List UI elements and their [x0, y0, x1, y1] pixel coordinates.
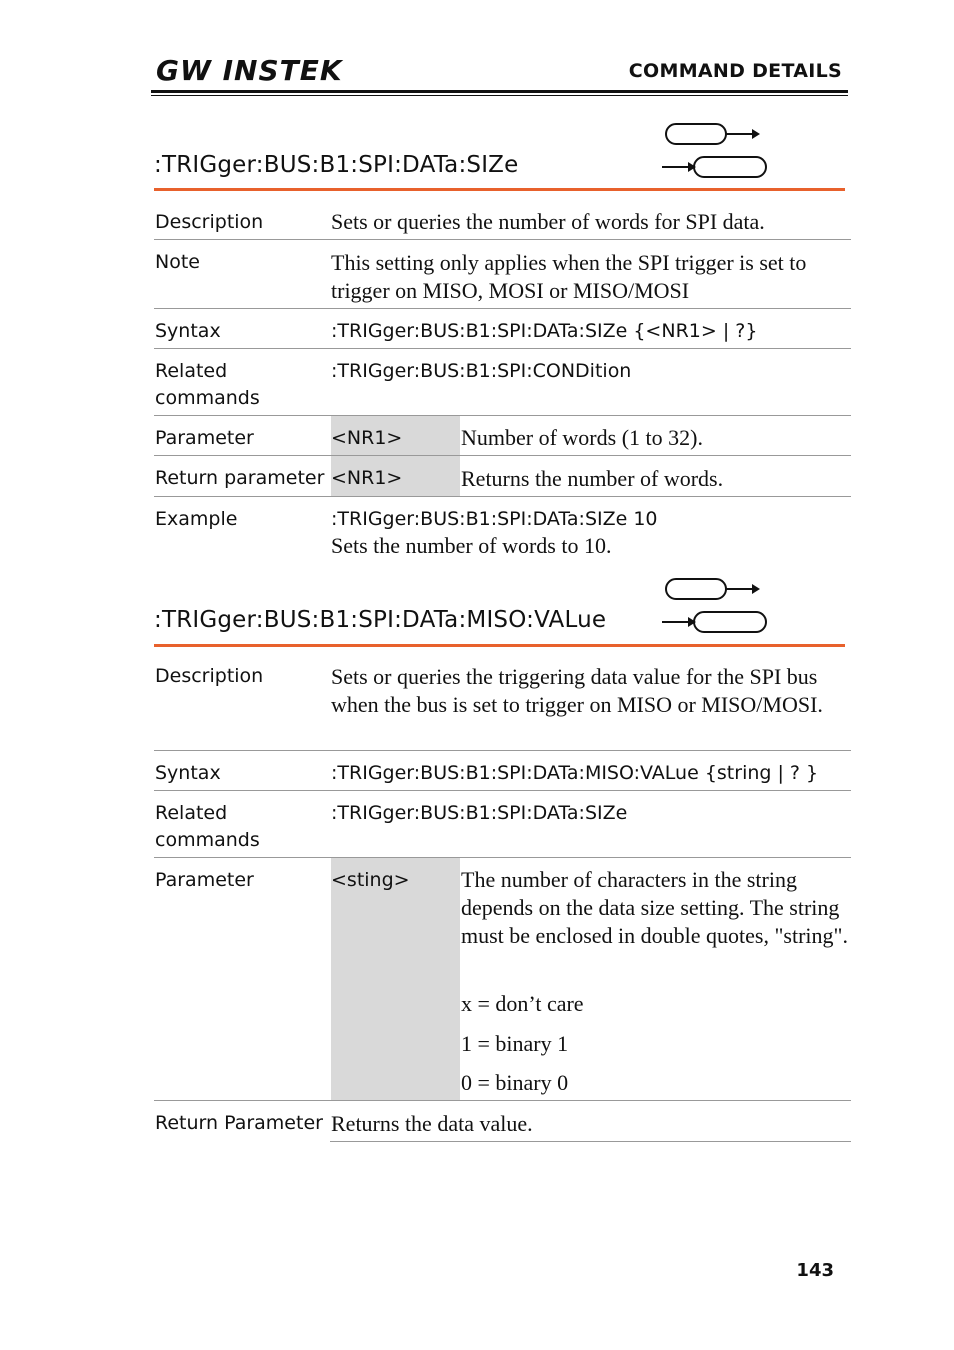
parameter-name: <NR1> [331, 427, 403, 449]
return-parameter-desc: Returns the number of words. [461, 466, 724, 491]
description-label: Description [155, 665, 264, 687]
description-text: Sets or queries the number of words for SPI data. [331, 209, 765, 234]
syntax-text: :TRIGger:BUS:B1:SPI:DATa:MISO:VALue {string | ? } [331, 762, 819, 784]
return-parameter-desc: Returns the data value. [331, 1111, 533, 1136]
return-parameter-name: <NR1> [331, 467, 403, 489]
related-commands: :TRIGger:BUS:B1:SPI:DATa:SIZe [331, 802, 628, 824]
row-divider [154, 239, 851, 240]
related-label-line1: Related [155, 802, 228, 824]
section-title: :TRIGger:BUS:B1:SPI:DATa:SIZe [154, 152, 519, 178]
row-divider [154, 857, 851, 858]
example-desc: Sets the number of words to 10. [331, 533, 612, 558]
row-divider [330, 1141, 851, 1142]
note-text: This setting only applies when the SPI trigger is set to trigger on MISO, MOSI or MISO/MOSI [331, 250, 807, 303]
note-label: Note [155, 251, 200, 273]
page-number: 143 [796, 1260, 834, 1281]
row-divider [154, 1100, 851, 1101]
row-divider [154, 496, 851, 497]
syntax-text: :TRIGger:BUS:B1:SPI:DATa:SIZe {<NR1> | ?} [331, 320, 758, 342]
gw-instek-logo: GW INSTEK [156, 54, 343, 87]
related-commands: :TRIGger:BUS:B1:SPI:CONDition [331, 360, 632, 382]
description-label: Description [155, 211, 264, 233]
parameter-desc: Number of words (1 to 32). [461, 425, 703, 450]
row-divider [154, 348, 851, 349]
example-command: :TRIGger:BUS:B1:SPI:DATa:SIZe 10 [331, 508, 658, 530]
parameter-label: Parameter [155, 427, 254, 449]
related-label-line1: Related [155, 360, 228, 382]
return-parameter-label: Return Parameter [155, 1112, 323, 1134]
param-shade [331, 858, 460, 1100]
syntax-label: Syntax [155, 762, 221, 784]
parameter-x: x = don’t care [461, 991, 584, 1016]
parameter-name: <sting> [331, 869, 410, 891]
related-label-line2: commands [155, 829, 260, 851]
section-rule [154, 644, 845, 647]
related-label [155, 800, 260, 854]
section-title: :TRIGger:BUS:B1:SPI:DATa:MISO:VALue [154, 607, 607, 633]
set-query-icon [660, 575, 770, 633]
parameter-desc: The number of characters in the string depends on the data size setting. The string must be enclosed in double quotes, "string". [461, 867, 849, 948]
header-title: COMMAND DETAILS [628, 60, 842, 82]
section-rule [154, 188, 845, 191]
header-rule-thin [151, 95, 848, 96]
row-divider [154, 750, 851, 751]
syntax-label: Syntax [155, 320, 221, 342]
header-rule [151, 90, 848, 93]
set-query-icon [660, 120, 770, 178]
parameter-zero: 0 = binary 0 [461, 1070, 569, 1095]
row-divider [154, 790, 851, 791]
row-divider [154, 308, 851, 309]
parameter-label: Parameter [155, 869, 254, 891]
related-label-line2: commands [155, 387, 260, 409]
row-divider [154, 415, 851, 416]
return-parameter-label: Return parameter [155, 467, 325, 489]
example-label: Example [155, 508, 238, 530]
row-divider [154, 455, 851, 456]
description-text: Sets or queries the triggering data value for the SPI bus when the bus is set to trigger on MISO or MISO/MOSI. [331, 664, 823, 717]
related-label [155, 358, 260, 412]
parameter-one: 1 = binary 1 [461, 1031, 569, 1056]
